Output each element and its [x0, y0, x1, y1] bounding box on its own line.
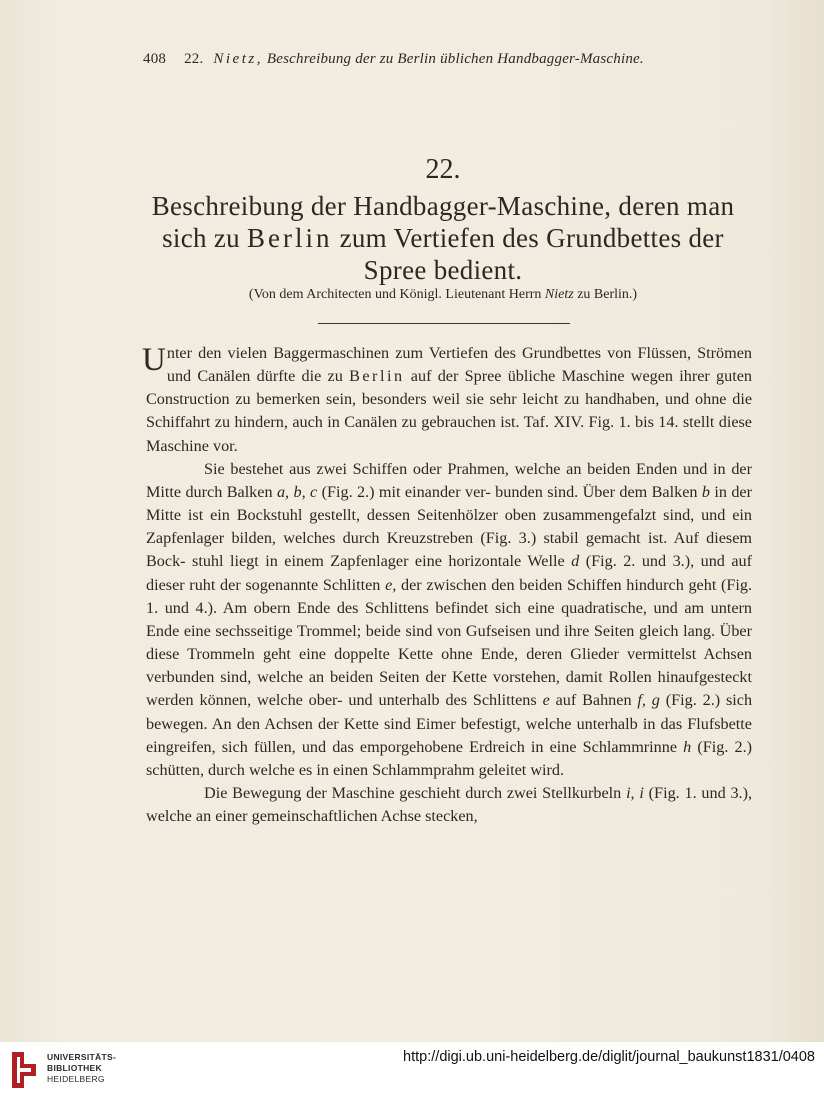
drop-cap: U — [142, 342, 166, 378]
header-article-number: 22. — [184, 51, 204, 67]
title-part-2: zum Vertiefen des Grundbettes der Spree bedient. — [339, 223, 724, 285]
paragraph-3: Die Bewegung der Maschine geschieht durch zwei Stellkurbeln i, i (Fig. 1. und 3.), welche an einer gemeinschaftlichen Achse stecken, — [146, 783, 753, 826]
title-part-1: Beschreibung der Handbagger-Maschine, deren man sich zu — [151, 191, 735, 253]
library-line-3: HEIDELBERG — [47, 1074, 105, 1084]
article-number: 22. — [425, 154, 461, 185]
article-title — [140, 190, 746, 286]
paragraph-1: Unter den vielen Baggermaschinen zum Vertiefen des Grundbettes von Flüssen, Strömen und Canälen dürfte die zu Berlin auf der Spree übliche Maschine wegen ihrer guten Construction zu bemerken sein, besonders weil sie sehr leicht zu handhaben, und ohne die Schiffahrt zu hindern, auch in Canälen zu gebrauchen ist. Taf. XIV. Fig. 1. bis 14. stellt diese Maschine vor. — [142, 342, 753, 455]
library-line-2: BIBLIOTHEK — [47, 1063, 102, 1073]
university-library-logo-icon — [9, 1048, 39, 1094]
byline — [140, 287, 746, 303]
byline-name: Nietz — [544, 287, 574, 302]
city-name: Berlin — [349, 367, 405, 386]
title-divider — [318, 323, 570, 324]
byline-part-1: (Von dem Architecten und Königl. Lieutenant Herrn — [248, 287, 542, 302]
page-number: 408 — [143, 51, 167, 67]
paragraph-2: Sie bestehet aus zwei Schiffen oder Prahmen, welche an beiden Enden und in der Mitte durch Balken a, b, c (Fig. 2.) mit einander ver- bunden sind. Über dem Balken b in der Mitte ist ein Bockstuhl gestellt, dessen Seitenhölzer oben zusammengefalzt sind, und ein Zapfenlager bilden, welches durch Kreuzstreben (Fig. 3.) stabil gemacht ist. Auf diesem Bock- stuhl liegt in einem Zapfenlager eine horizontale Welle d (Fig. 2. und 3.), und auf dieser ruht der sogenannte Schlitten e, der zwischen den beiden Schiffen hindurch geht (Fig. 1. und 4.). Am obern Ende des Schlittens befindet sich eine quadratische, und am untern Ende eine sechsseitige Trommel; beide sind von Gufseisen und ihre Seiten gleich lang. Über diese Trommeln geht eine doppelte Kette ohne Ende, deren Glieder vermittelst Achsen verbunden sind, welche an beiden Seiten der Kette vorstehen, damit Rollen hinaufgesteckt werden können, welche ober- und unterhalb des Schlittens e auf Bahnen f, g (Fig. 2.) sich bewegen. An den Achsen der Kette sind Eimer befestigt, welche unterhalb in das Flufsbette eingreifen, sich füllen, und das emporgehobene Erdreich in eine Schlammrinne h (Fig. 2.) schütten, durch welche es in einen Schlammprahm geleitet wird. — [146, 459, 753, 779]
byline-part-2: zu Berlin.) — [577, 287, 638, 302]
library-line-1: UNIVERSITÄTS- — [47, 1052, 117, 1062]
source-url-link[interactable]: http://digi.ub.uni-heidelberg.de/diglit/journal_baukunst1831/0408 — [403, 1049, 815, 1065]
header-running-title: Beschreibung der zu Berlin üblichen Handbagger-Maschine. — [266, 51, 644, 67]
library-name — [47, 1052, 116, 1085]
article-body — [142, 342, 753, 828]
header-author: Nietz, — [213, 51, 263, 67]
running-header — [143, 51, 723, 68]
title-city: Berlin — [247, 223, 333, 253]
